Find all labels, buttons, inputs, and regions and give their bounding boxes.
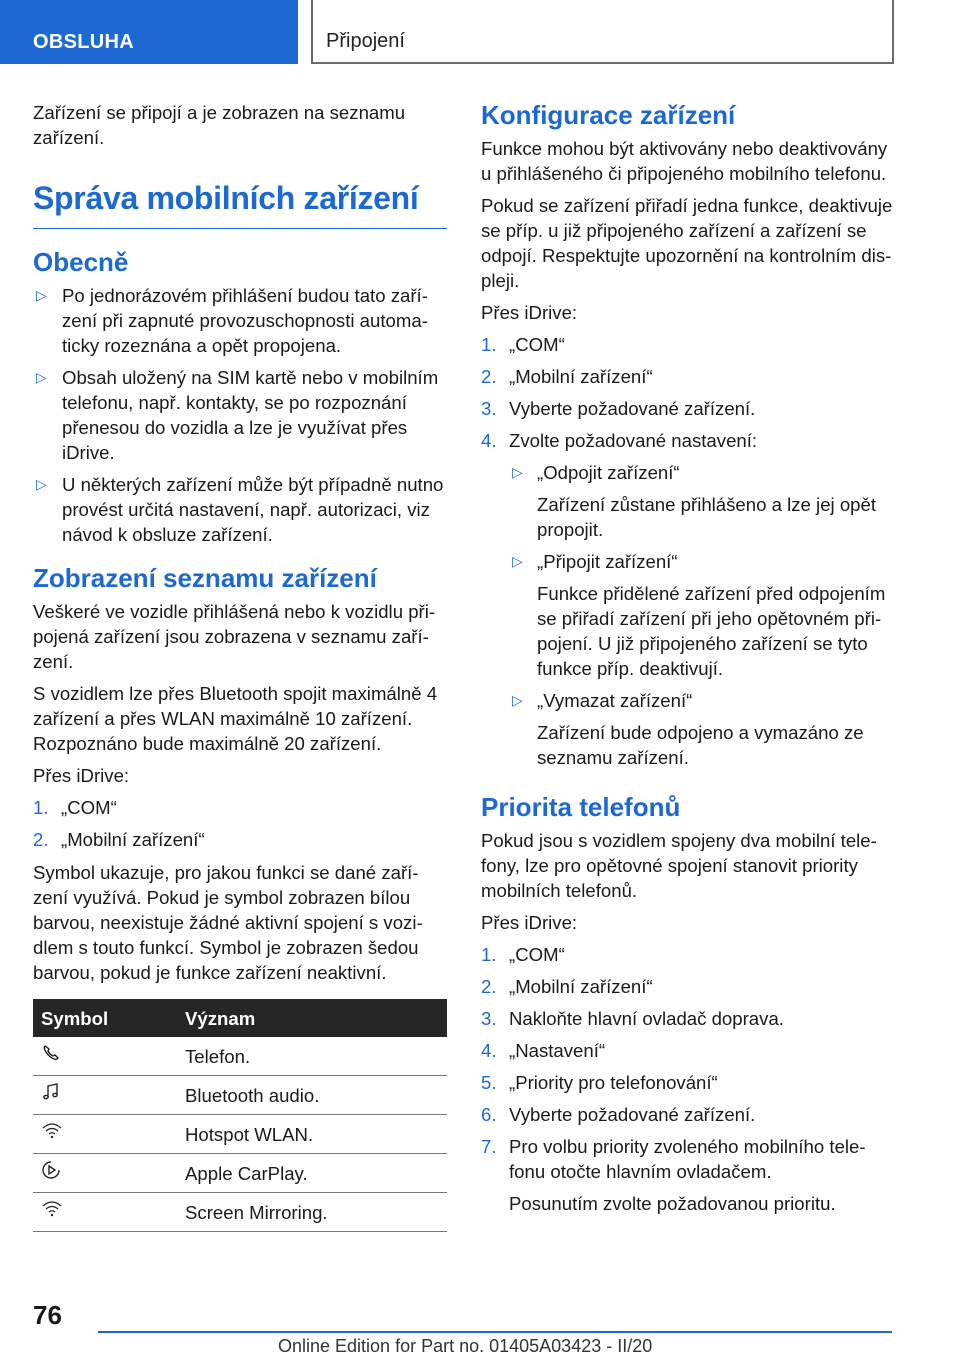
intro-paragraph: Zařízení se připojí a je zobrazen na seznamu zařízení. [33,102,406,148]
steps-list [481,332,895,770]
table-row [33,1076,447,1115]
list-item: 4. Zvolte požadované nastavení: ▷ „Odpojit zařízení“ Zařízení zůstane přihlášeno a lze jej opět propojit. ▷ „Připojit zařízení“ Funkce přidělené zařízení před odpojením se přiřadí zařízení při jeho opětovném připojení. U již připojeného zařízení se tyto funkce příp. deaktivují. ▷ „Vymazat zařízení“ Zařízení bude odpojeno a vymazáno ze seznamu zařízení. [481,428,895,770]
section-tab [0,0,298,64]
list-item: 2. „Mobilní zařízení“ [33,829,205,850]
symbol-cell [33,1193,177,1232]
paragraph: Funkce mohou být aktivovány nebo deaktivovány u přihlášeného či připojeného mobilního telefonu. [481,138,888,184]
symbol-table [33,999,447,1232]
steps-list [481,942,895,1216]
step-description: Posunutím zvolte požadovanou prioritu. [509,1193,836,1214]
list-item: 1. „COM“ [481,944,565,965]
chapter-tab [311,0,894,64]
symbol-cell [33,1154,177,1193]
phone-icon [41,1043,61,1063]
list-item: ▷ Po jednorázovém přihlášení budou tato zařízení při zapnuté provozuschopnosti automaticky rozeznána a opět propojena. [36,285,428,356]
triangle-bullet-icon: ▷ [36,476,47,492]
heading-general: Obecně [33,247,129,277]
general-bullet-list [33,283,447,547]
footer-divider [98,1331,892,1333]
column-header-symbol: Symbol [33,999,177,1037]
paragraph: S vozidlem lze přes Bluetooth spojit maximálně 4 zařízení a přes WLAN maximálně 10 zařízení. Rozpoznáno bude maximálně 20 zařízení. [33,683,438,754]
table-row [33,1037,447,1076]
meaning-cell: Bluetooth audio. [177,1076,447,1115]
wifi-icon [41,1199,63,1219]
option-description: Zařízení bude odpojeno a vymazáno ze seznamu zařízení. [537,722,864,768]
option-description: Zařízení zůstane přihlášeno a lze jej opět propojit. [537,494,877,540]
page-title: Správa mobilních zařízení [33,180,447,229]
list-item: 7. Pro volbu priority zvoleného mobilního telefonu otočte hlavním ovladačem. Posunutím zvolte požadovanou prioritu. [481,1134,895,1216]
symbol-cell [33,1076,177,1115]
meaning-cell: Hotspot WLAN. [177,1115,447,1154]
list-item: 4. „Nastavení“ [481,1040,606,1061]
meaning-cell: Screen Mirroring. [177,1193,447,1232]
left-column [33,100,447,1232]
paragraph: Přes iDrive: [481,302,578,323]
heading-device-config: Konfigurace zařízení [481,100,736,130]
carplay-icon [41,1160,61,1180]
list-item: 1. „COM“ [481,334,565,355]
paragraph: Pokud se zařízení přiřadí jedna funkce, deaktivuje se příp. u již připojeného zařízení a zařízení se odpojí. Respektujte upozornění na kontrolním displeji. [481,195,893,291]
section-title: OBSLUHA [33,31,134,53]
triangle-bullet-icon: ▷ [36,369,47,385]
table-row [33,1154,447,1193]
list-item: 6. Vyberte požadované zařízení. [481,1104,756,1125]
music-note-icon [41,1082,61,1102]
list-item: 2. „Mobilní zařízení“ [481,976,653,997]
list-item: ▷ „Připojit zařízení“ Funkce přidělené zařízení před odpojením se přiřadí zařízení při jeho opětovném připojení. U již připojeného zařízení se tyto funkce příp. deaktivují. [509,549,895,681]
list-item: ▷ „Odpojit zařízení“ Zařízení zůstane přihlášeno a lze jej opět propojit. [509,460,895,542]
triangle-bullet-icon: ▷ [512,553,523,569]
option-description: Funkce přidělené zařízení před odpojením se přiřadí zařízení při jeho opětovném připojení. U již připojeného zařízení se tyto funkce příp. deaktivují. [537,583,886,679]
table-header-row [33,999,447,1037]
triangle-bullet-icon: ▷ [512,692,523,708]
paragraph: Pokud jsou s vozidlem spojeny dva mobilní telefony, lze pro opětovné spojení stanovit priority mobilních telefonů. [481,830,877,901]
page-number: 76 [33,1300,62,1330]
list-item: 3. Vyberte požadované zařízení. [481,398,756,419]
paragraph: Symbol ukazuje, pro jakou funkci se dané zařízení využívá. Pokud je symbol zobrazen bílou barvou, neexistuje žádné aktivní spojení s vozidlem s touto funkcí. Symbol je zobrazen šedou barvou, pokud je funkce zařízení neaktivní. [33,862,423,983]
list-item: ▷ Obsah uložený na SIM kartě nebo v mobilním telefonu, např. kontakty, se po rozpoznání přenesou do vozidla a lze je využívat přes iDrive. [36,367,439,463]
table-row [33,1115,447,1154]
edition-note: Online Edition for Part no. 01405A03423 - II/20 [278,1336,653,1356]
column-header-meaning: Význam [177,999,447,1037]
list-item: 5. „Priority pro telefonování“ [481,1072,718,1093]
heading-device-list: Zobrazení seznamu zařízení [33,563,377,593]
list-item: 1. „COM“ [33,797,117,818]
paragraph: Přes iDrive: [481,912,578,933]
chapter-title: Připojení [326,30,405,52]
list-item: ▷ „Vymazat zařízení“ Zařízení bude odpojeno a vymazáno ze seznamu zařízení. [509,688,895,770]
options-list [509,460,895,770]
triangle-bullet-icon: ▷ [36,287,47,303]
meaning-cell: Apple CarPlay. [177,1154,447,1193]
list-item: 2. „Mobilní zařízení“ [481,366,653,387]
paragraph: Veškeré ve vozidle přihlášená nebo k vozidlu připojená zařízení jsou zobrazena v seznamu zařízení. [33,601,436,672]
right-column [481,100,895,1224]
list-item: ▷ U některých zařízení může být případně nutno provést určitá nastavení, např. autorizaci, viz návod k obsluze zařízení. [36,474,444,545]
triangle-bullet-icon: ▷ [512,464,523,480]
table-row [33,1193,447,1232]
list-item: 3. Nakloňte hlavní ovladač doprava. [481,1008,784,1029]
meaning-cell: Telefon. [177,1037,447,1076]
steps-list [33,795,447,852]
wifi-icon [41,1121,63,1141]
paragraph: Přes iDrive: [33,765,130,786]
heading-phone-priority: Priorita telefonů [481,792,681,822]
symbol-cell [33,1115,177,1154]
symbol-cell [33,1037,177,1076]
